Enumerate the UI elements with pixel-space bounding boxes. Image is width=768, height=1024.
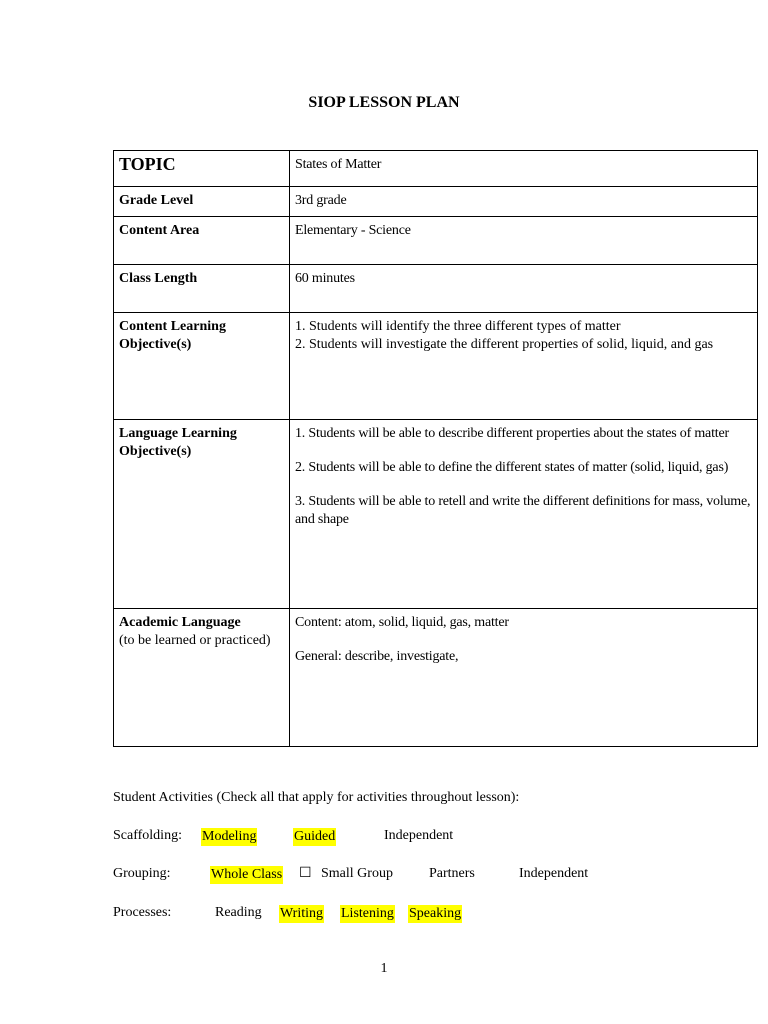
page-title: SIOP LESSON PLAN: [308, 94, 460, 111]
grade-level-value: 3rd grade: [290, 187, 758, 217]
grouping-row: [113, 866, 758, 886]
language-objective-2: 2. Students will be able to define the different states of matter (solid, liquid, gas): [295, 460, 729, 475]
table-row: [114, 420, 758, 609]
processes-reading: Reading: [215, 905, 262, 920]
processes-speaking: Speaking: [409, 906, 462, 921]
language-objective-1: 1. Students will be able to describe different properties about the states of matter: [295, 426, 729, 441]
grouping-small-group: Small Group: [321, 866, 393, 881]
academic-language-value: [290, 609, 758, 747]
language-objective-label-line2: Objective(s): [119, 444, 192, 459]
content-objective-label-line2: Objective(s): [119, 337, 192, 352]
language-objective-3: 3. Students will be able to retell and write the different definitions for mass, volume, and shape: [295, 494, 751, 527]
grouping-independent: Independent: [519, 866, 589, 881]
class-length-value: 60 minutes: [290, 265, 758, 313]
class-length-label: Class Length: [114, 265, 290, 313]
checkbox-icon[interactable]: ☐: [299, 865, 312, 881]
scaffolding-guided: Guided: [294, 829, 336, 844]
content-objective-value: [290, 313, 758, 420]
grade-level-label: Grade Level: [114, 187, 290, 217]
topic-label: TOPIC: [114, 151, 290, 187]
language-objective-label: [114, 420, 290, 609]
scaffolding-independent: Independent: [384, 828, 454, 843]
table-row: [114, 313, 758, 420]
table-row: [114, 187, 758, 217]
academic-language-label: [114, 609, 290, 747]
table-row: [114, 265, 758, 313]
academic-language-label-line1: Academic Language: [119, 615, 241, 630]
topic-value: States of Matter: [290, 151, 758, 187]
content-area-label: Content Area: [114, 217, 290, 265]
page-number: 1: [380, 961, 388, 976]
academic-general: General: describe, investigate,: [295, 649, 459, 664]
content-objective-label: [114, 313, 290, 420]
grouping-whole-class: Whole Class: [211, 867, 283, 882]
table-row: [114, 217, 758, 265]
content-area-value: Elementary - Science: [290, 217, 758, 265]
grouping-partners: Partners: [429, 866, 475, 881]
content-objective-label-line1: Content Learning: [119, 319, 226, 334]
table-row: [114, 151, 758, 187]
processes-label: Processes:: [113, 905, 172, 920]
scaffolding-row: [113, 828, 758, 848]
content-objective-1: 1. Students will identify the three different types of matter: [295, 319, 621, 334]
lesson-plan-table: [113, 150, 758, 747]
processes-listening: Listening: [341, 906, 394, 921]
processes-row: [113, 905, 758, 925]
language-objective-label-line1: Language Learning: [119, 426, 237, 441]
table-row: [114, 609, 758, 747]
scaffolding-label: Scaffolding:: [113, 828, 182, 843]
content-objective-2: 2. Students will investigate the different properties of solid, liquid, and gas: [295, 337, 714, 352]
academic-content: Content: atom, solid, liquid, gas, matter: [295, 615, 509, 630]
scaffolding-modeling: Modeling: [202, 829, 257, 844]
academic-language-sublabel: (to be learned or practiced): [119, 633, 271, 648]
processes-writing: Writing: [280, 906, 323, 921]
language-objective-value: [290, 420, 758, 609]
student-activities-heading: Student Activities (Check all that apply for activities throughout lesson):: [113, 790, 520, 805]
grouping-label: Grouping:: [113, 866, 171, 881]
